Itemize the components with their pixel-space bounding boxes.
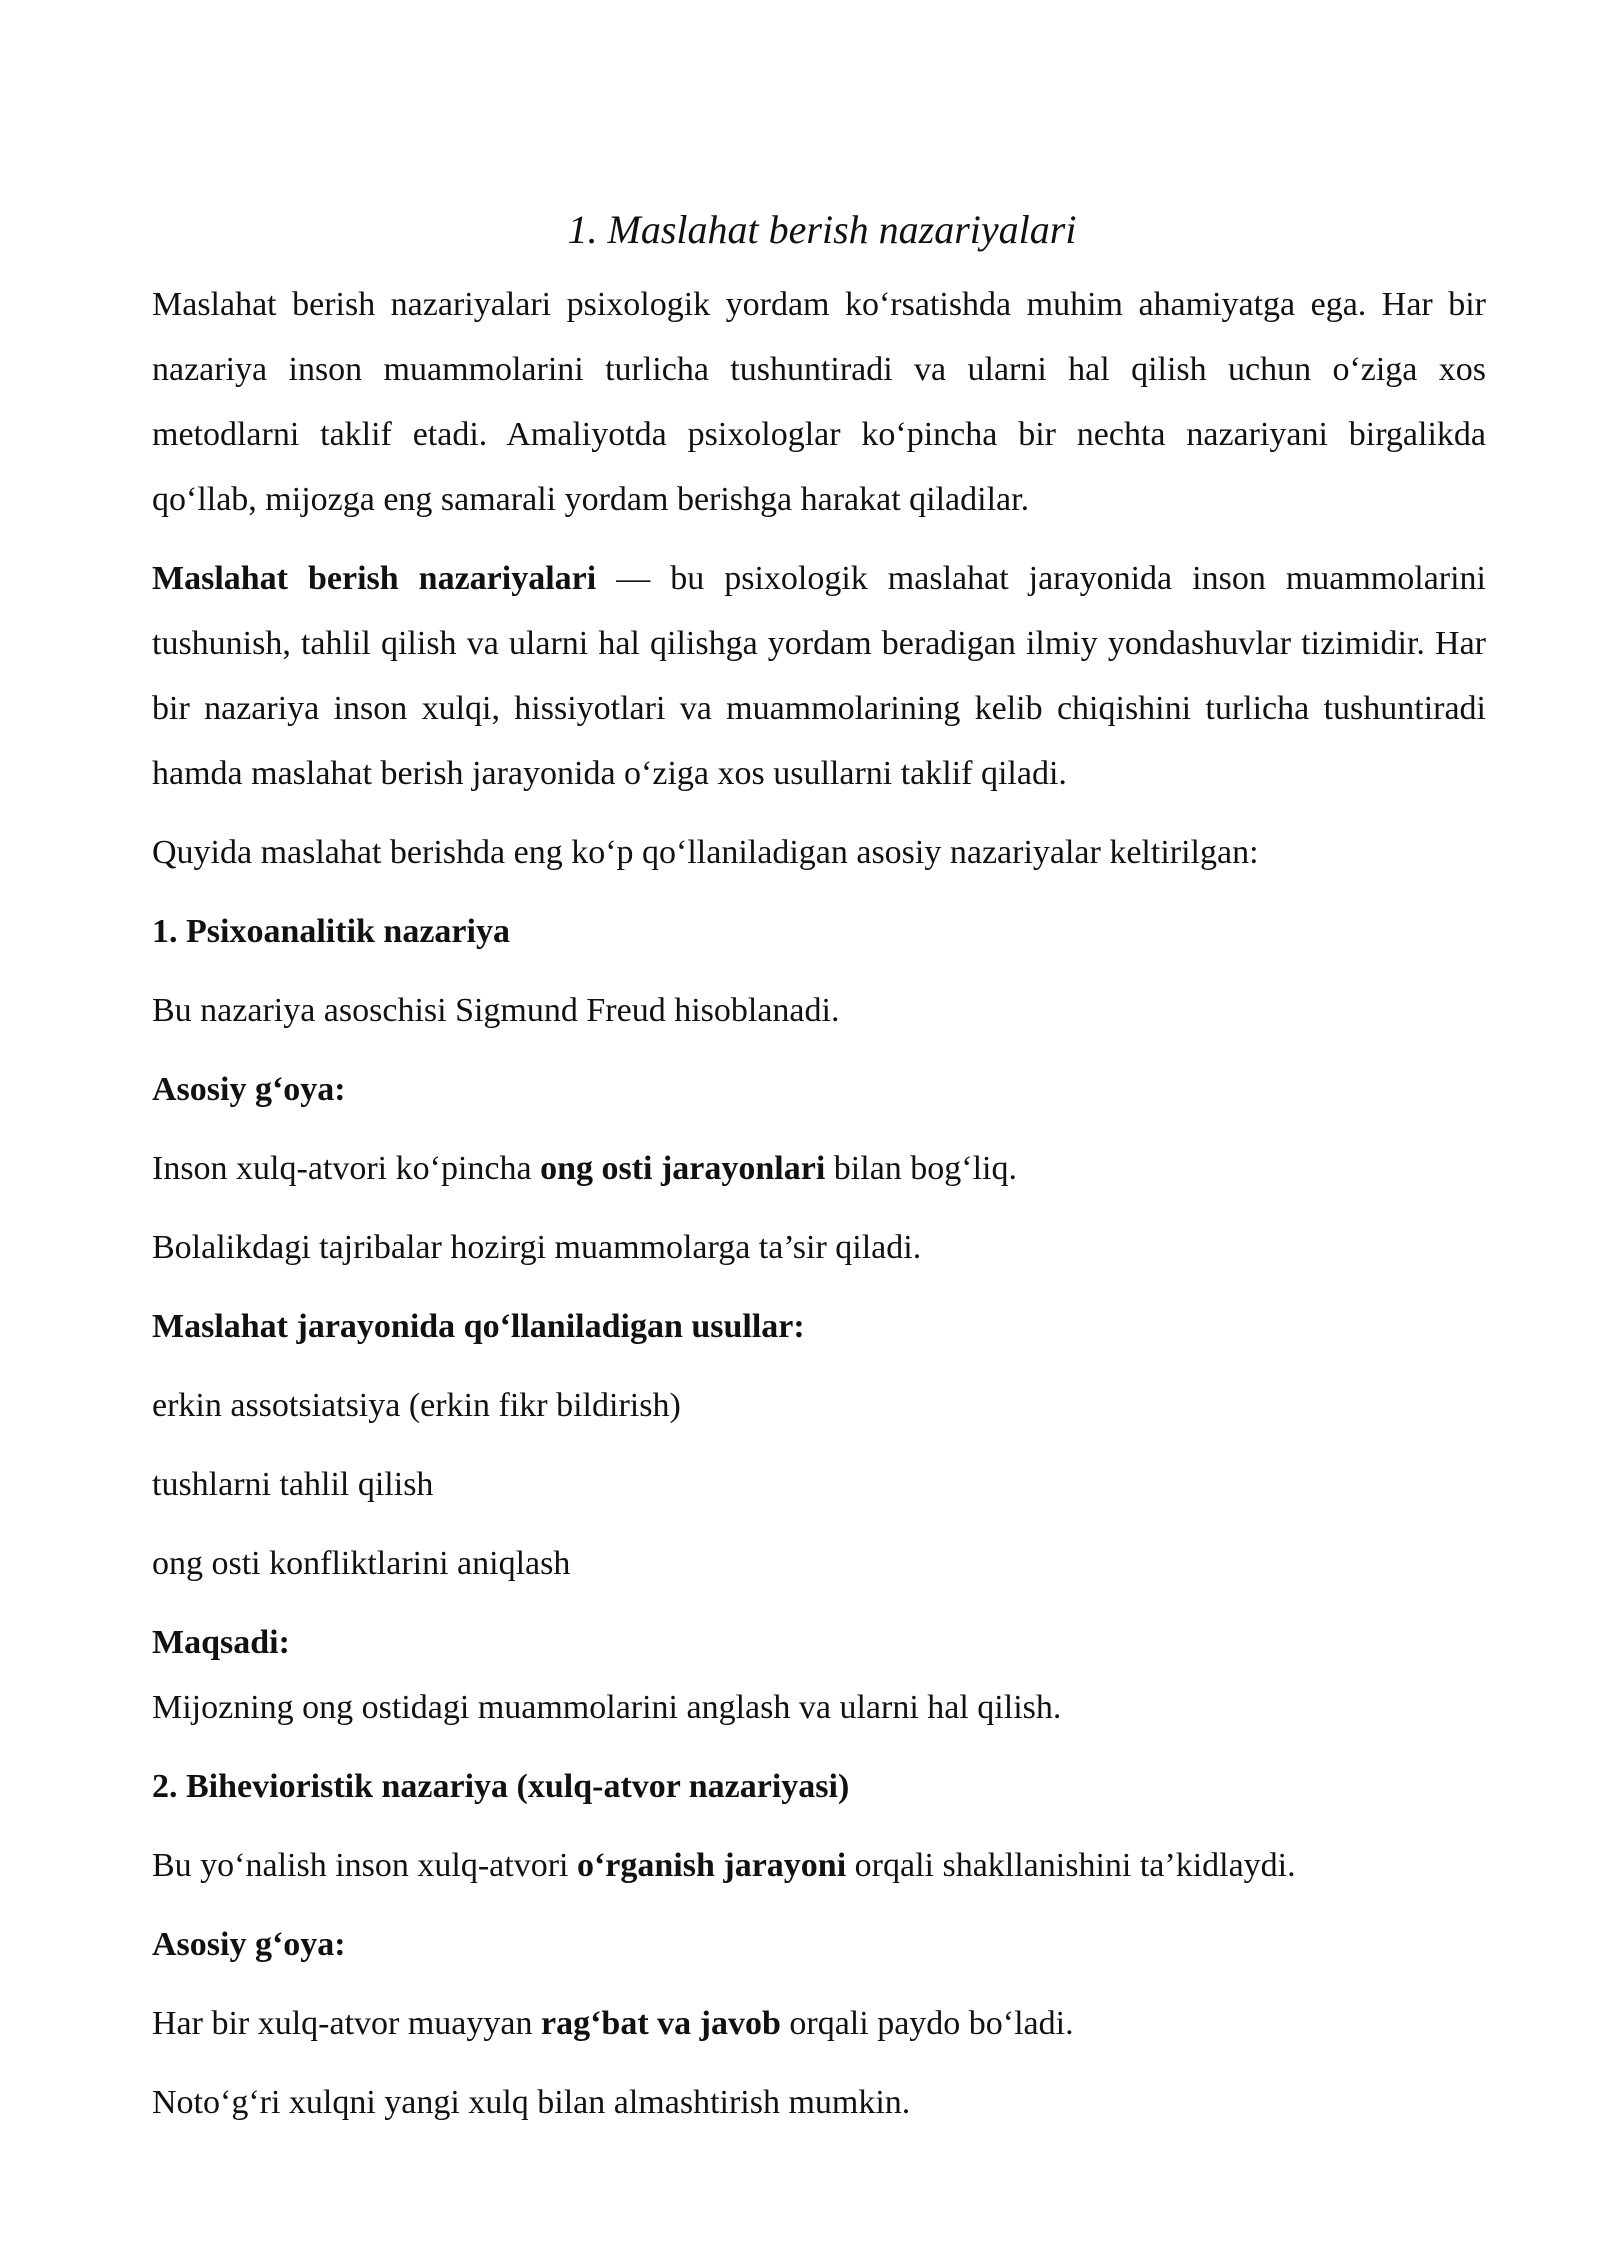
- theory2-idea-label-text: Asosiy g‘oya:: [152, 1926, 346, 1963]
- theory1-idea-label-text: Asosiy g‘oya:: [152, 1071, 346, 1108]
- theory1-heading-text: 1. Psixoanalitik nazariya: [152, 913, 510, 950]
- theory1-goal: Mijozning ong ostidagi muammolarini anglash va ularni hal qilish.: [152, 1689, 1062, 1726]
- definition-paragraph: [152, 546, 1486, 806]
- theory2-idea-1-post: orqali paydo bo‘ladi.: [780, 2005, 1074, 2042]
- theory2-desc-pre: Bu yo‘nalish inson xulq-atvori: [152, 1847, 577, 1884]
- theory1-method-item: ong osti konfliktlarini aniqlash: [152, 1545, 571, 1582]
- theory2-idea-1-pre: Har bir xulq-atvor muayyan: [152, 2005, 541, 2042]
- theory1-idea-1-pre: Inson xulq-atvori ko‘pincha: [152, 1150, 541, 1187]
- theory1-methods-label-text: Maslahat jarayonida qo‘llaniladigan usullar:: [152, 1308, 805, 1345]
- theory1-idea-2: Bolalikdagi tajribalar hozirgi muammolarga ta’sir qiladi.: [152, 1229, 922, 1266]
- theory1-method-item: tushlarni tahlil qilish: [152, 1466, 434, 1503]
- theory2-desc-post: orqali shakllanishini ta’kidlaydi.: [846, 1847, 1296, 1884]
- theory1-idea-1: [152, 1136, 1486, 1201]
- theory1-idea-label: [152, 1057, 1486, 1122]
- theory1-founder: Bu nazariya asoschisi Sigmund Freud hisoblanadi.: [152, 992, 840, 1029]
- theory1-goal-label-text: Maqsadi:: [152, 1624, 290, 1661]
- theory2-idea-2: Noto‘g‘ri xulqni yangi xulq bilan almashtirish mumkin.: [152, 2084, 911, 2121]
- theory2-heading-text: 2. Bihevioristik nazariya (xulq-atvor nazariyasi): [152, 1768, 850, 1805]
- theory1-idea-1-post: bilan bog‘liq.: [825, 1150, 1017, 1187]
- page-title: 1. Maslahat berish nazariyalari: [567, 207, 1077, 252]
- list-intro: Quyida maslahat berishda eng ko‘p qo‘llaniladigan asosiy nazariyalar keltirilgan:: [152, 834, 1259, 871]
- theory2-description: [152, 1833, 1486, 1898]
- theory1-methods-label: [152, 1294, 1486, 1359]
- theory1-idea-1-bold: ong osti jarayonlari: [540, 1150, 826, 1187]
- theory1-method-item: erkin assotsiatsiya (erkin fikr bildirish): [152, 1387, 681, 1424]
- document-page: [152, 200, 1486, 2149]
- theory2-heading: [152, 1754, 1486, 1819]
- definition-term: Maslahat berish nazariyalari: [152, 560, 597, 597]
- theory1-goal-label: [152, 1610, 1486, 1675]
- intro-paragraph: Maslahat berish nazariyalari psixologik yordam ko‘rsatishda muhim ahamiyatga ega. Har bir nazariya inson muammolarini turlicha tushuntiradi va ularni hal qilish uchun o‘ziga xos metodlarni taklif etadi. Amaliyotda psixologlar ko‘pincha bir nechta nazariyani birgalikda qo‘llab, mijozga eng samarali yordam berishga harakat qiladilar.: [152, 286, 1486, 518]
- theory1-heading: [152, 899, 1486, 964]
- definition-text: — bu psixologik maslahat jarayonida inson muammolarini tushunish, tahlil qilish va ularni hal qilishga yordam beradigan ilmiy yondashuvlar tizimidir. Har bir nazariya inson xulqi, hissiyotlari va muammolarining kelib chiqishini turlicha tushuntiradi hamda maslahat berish jarayonida o‘ziga xos usullarni taklif qiladi.: [152, 560, 1487, 792]
- theory2-idea-label: [152, 1912, 1486, 1977]
- theory2-desc-bold: o‘rganish jarayoni: [576, 1847, 847, 1884]
- theory2-idea-1: [152, 1991, 1486, 2056]
- theory2-idea-1-bold: rag‘bat va javob: [541, 2005, 781, 2042]
